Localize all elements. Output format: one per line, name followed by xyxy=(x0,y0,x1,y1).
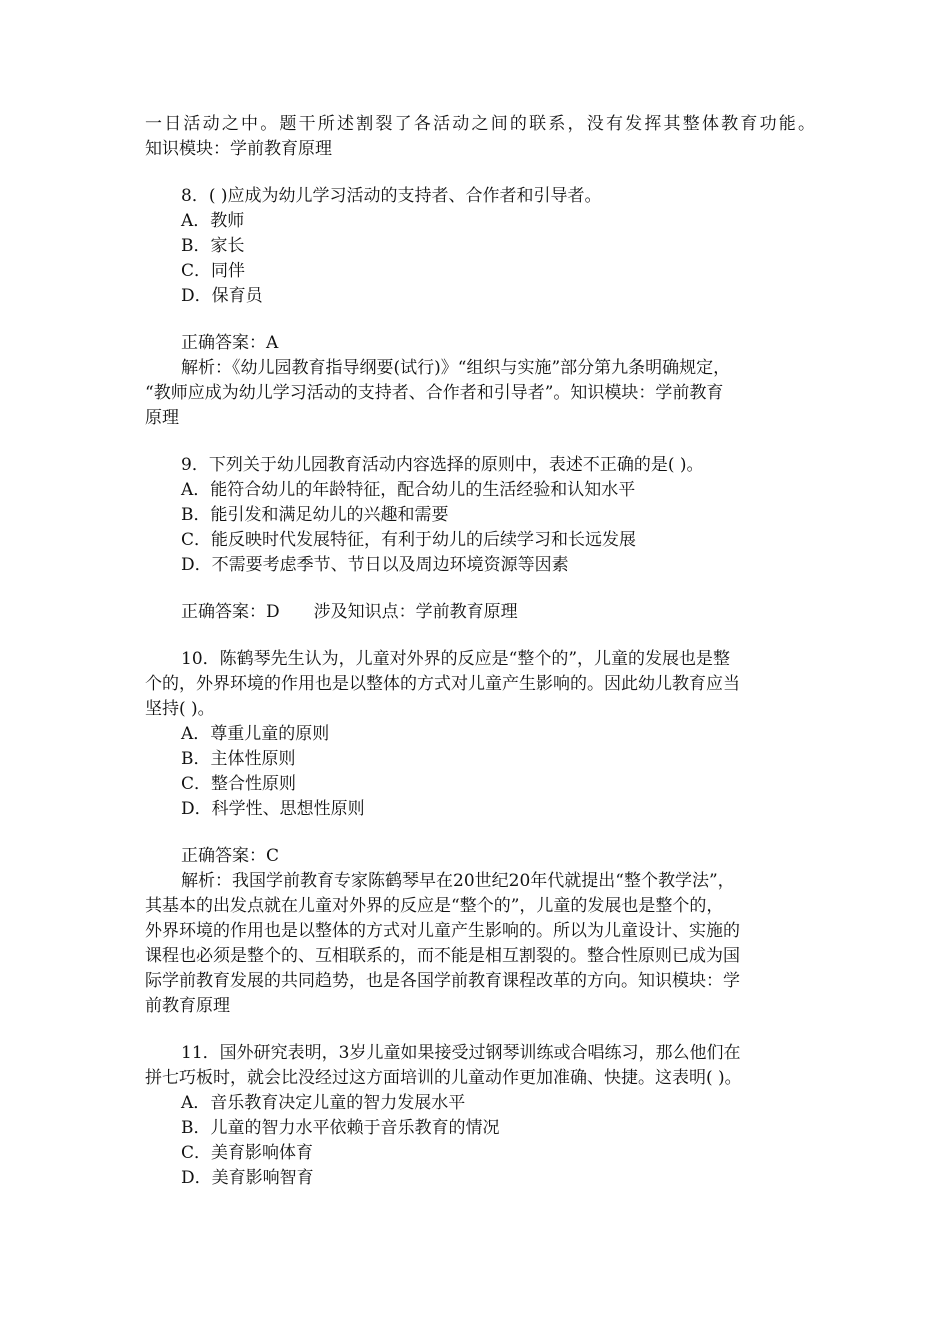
option-c: C．同伴 xyxy=(181,261,246,281)
intro-line-2: 知识模块：学前教育原理 xyxy=(145,139,332,159)
analysis-line-1: 解析：我国学前教育专家陈鹤琴早在20世纪20年代就提出“整个教学法”， xyxy=(181,871,735,891)
option-c: C．整合性原则 xyxy=(181,774,297,794)
analysis-line-1: 解析：《幼儿园教育指导纲要(试行)》“组织与实施”部分第九条明确规定， xyxy=(181,358,731,378)
option-c: C．美育影响体育 xyxy=(181,1143,314,1163)
question-stem-line-2: 拼七巧板时，就会比没经过这方面培训的儿童动作更加准确、快捷。这表明( )。 xyxy=(145,1068,742,1088)
analysis-line-2: “教师应成为幼儿学习活动的支持者、合作者和引导者”。知识模块：学前教育 xyxy=(145,383,724,403)
correct-answer: 正确答案：A xyxy=(181,333,279,353)
question-stem: 9．下列关于幼儿园教育活动内容选择的原则中，表述不正确的是( )。 xyxy=(181,455,704,475)
option-a: A．能符合幼儿的年龄特征，配合幼儿的生活经验和认知水平 xyxy=(181,480,636,500)
option-b: B．家长 xyxy=(181,236,245,256)
correct-answer: 正确答案：C xyxy=(181,846,280,866)
question-9 xyxy=(145,453,815,625)
question-stem-line-3: 坚持( )。 xyxy=(145,699,215,719)
question-11 xyxy=(145,1041,815,1191)
option-c: C．能反映时代发展特征，有利于幼儿的后续学习和长远发展 xyxy=(181,530,637,550)
document-page xyxy=(145,112,815,1191)
analysis-line-4: 课程也必须是整个的、互相联系的，而不能是相互割裂的。整合性原则已成为国 xyxy=(145,946,740,966)
intro-line-1: 一日活动之中。题干所述割裂了各活动之间的联系，没有发挥其整体教育功能。 xyxy=(145,114,815,134)
option-d: D．科学性、思想性原则 xyxy=(181,799,365,819)
analysis-line-3: 外界环境的作用也是以整体的方式对儿童产生影响的。所以为儿童设计、实施的 xyxy=(145,921,740,941)
question-stem-line-1: 10．陈鹤琴先生认为，儿童对外界的反应是“整个的”，儿童的发展也是整 xyxy=(181,649,731,669)
question-10 xyxy=(145,647,815,1019)
option-d: D．美育影响智育 xyxy=(181,1168,314,1188)
question-8 xyxy=(145,184,815,431)
question-stem: 8．( )应成为幼儿学习活动的支持者、合作者和引导者。 xyxy=(181,186,602,206)
analysis-line-6: 前教育原理 xyxy=(145,996,230,1016)
question-stem-line-1: 11．国外研究表明，3岁儿童如果接受过钢琴训练或合唱练习，那么他们在 xyxy=(181,1043,741,1063)
correct-answer: 正确答案：D 涉及知识点：学前教育原理 xyxy=(181,602,518,622)
option-a: A．尊重儿童的原则 xyxy=(181,724,330,744)
option-b: B．能引发和满足幼儿的兴趣和需要 xyxy=(181,505,449,525)
analysis-line-2: 其基本的出发点就在儿童对外界的反应是“整个的”，儿童的发展也是整个的， xyxy=(145,896,724,916)
analysis-line-3: 原理 xyxy=(145,408,179,428)
option-d: D．保育员 xyxy=(181,286,263,306)
option-b: B．儿童的智力水平依赖于音乐教育的情况 xyxy=(181,1118,500,1138)
option-a: A．教师 xyxy=(181,211,245,231)
analysis-line-5: 际学前教育发展的共同趋势，也是各国学前教育课程改革的方向。知识模块：学 xyxy=(145,971,740,991)
option-b: B．主体性原则 xyxy=(181,749,296,769)
option-d: D．不需要考虑季节、节日以及周边环境资源等因素 xyxy=(181,555,569,575)
option-a: A．音乐教育决定儿童的智力发展水平 xyxy=(181,1093,466,1113)
question-stem-line-2: 个的，外界环境的作用也是以整体的方式对儿童产生影响的。因此幼儿教育应当 xyxy=(145,674,740,694)
